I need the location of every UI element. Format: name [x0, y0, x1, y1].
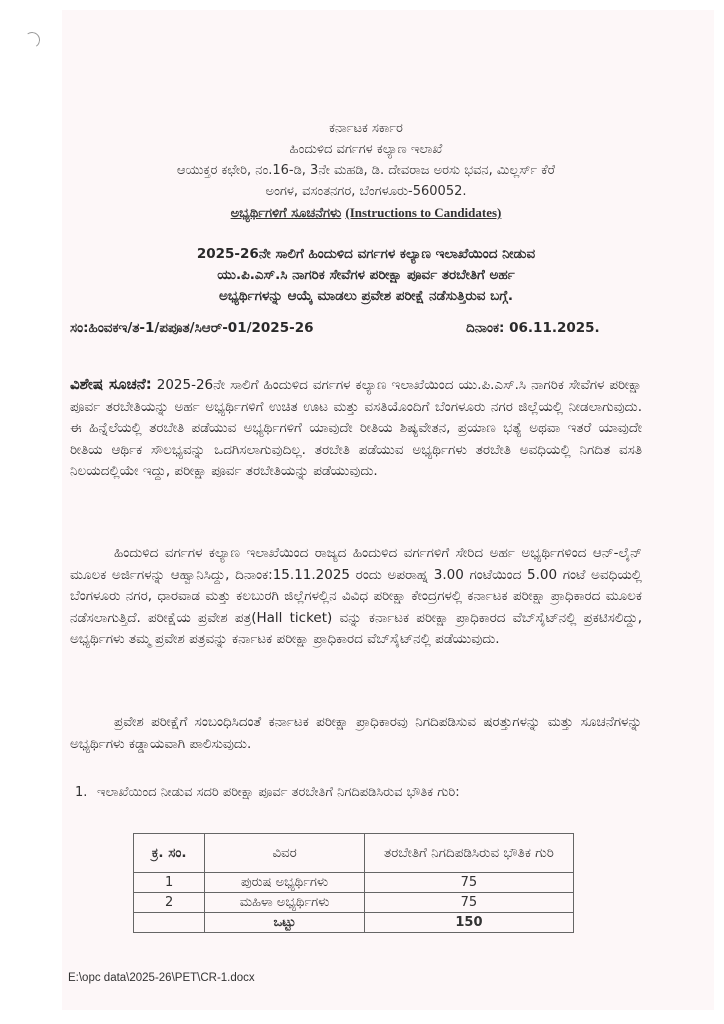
cell-total-value: 150 [364, 913, 573, 933]
instructions-heading [70, 202, 662, 224]
header-details: ವಿವರ [205, 834, 365, 873]
list-item-text: ಇಲಾಖೆಯಿಂದ ನೀಡುವ ಸದರಿ ಪರೀಕ್ಷಾ ಪೂರ್ವ ತರಬೇತಿಗೆ ನಿಗದಿಪಡಿಸಿರುವ ಭೌತಿಕ ಗುರಿ: [97, 785, 460, 800]
physical-target-table [133, 833, 574, 933]
header-physical-target: ತರಬೇತಿಗೆ ನಿಗದಿಪಡಿಸಿರುವ ಭೌತಿಕ ಗುರಿ [364, 834, 573, 873]
subject-block [70, 244, 662, 307]
header-serial-no: ಕ್ರ. ಸಂ. [134, 834, 205, 873]
special-note-text: 2025-26ನೇ ಸಾಲಿಗೆ ಹಿಂದುಳಿದ ವರ್ಗಗಳ ಕಲ್ಯಾಣ ಇಲಾಖೆಯಿಂದ ಯು.ಪಿ.ಎಸ್.ಸಿ ನಾಗರಿಕ ಸೇವೆಗಳ ಪರೀಕ್ಷಾ ಪೂರ್ವ ತರಬೇತಿಯನ್ನು ಅರ್ಹ ಅಭ್ಯರ್ಥಿಗಳಿಗೆ ಉಚಿತ ಊಟ ಮತ್ತು ವಸತಿಯೊಂದಿಗೆ ಬೆಂಗಳೂರು ನಗರ ಜಿಲ್ಲೆಯಲ್ಲಿ ನೀಡಲಾಗುವುದು. ಈ ಹಿನ್ನೆಲೆಯಲ್ಲಿ ತರಬೇತಿ ಪಡೆಯುವ ಅಭ್ಯರ್ಥಿಗಳಿಗೆ ಯಾವುದೇ ರೀತಿಯ ಶಿಷ್ಯವೇತನ, ಪ್ರಯಾಣ ಭತ್ಯೆ ಅಥವಾ ಇತರೆ ಯಾವುದೇ ರೀತಿಯ ಆರ್ಥಿಕ ಸೌಲಭ್ಯವನ್ನು ಒದಗಿಸಲಾಗುವುದಿಲ್ಲ. ತರಬೇತಿ ಪಡೆಯುವ ಅಭ್ಯರ್ಥಿಗಳು ತರಬೇತಿ ಅವಧಿಯಲ್ಲಿ ನಿಗದಿತ ವಸತಿ ನಿಲಯದಲ್ಲಿಯೇ ಇದ್ದು, ಪರೀಕ್ಷಾ ಪೂರ್ವ ತರಬೇತಿಯನ್ನು ಪಡೆಯುವುದು. [70, 377, 642, 479]
reference-number: ಸಂ:ಹಿಂವಕಇ/ತ-1/ಪಪೂತ/ಸಿಆರ್-01/2025-26 [70, 320, 314, 336]
reference-date: ದಿನಾಂಕ: 06.11.2025. [466, 320, 600, 336]
list-item-number: 1. [75, 785, 88, 800]
special-note-paragraph [70, 374, 642, 483]
special-note-label: ವಿಶೇಷ ಸೂಚನೆ: [70, 375, 152, 393]
table-row [134, 893, 574, 913]
cell-serial-no: 2 [134, 893, 205, 913]
department-name: ಹಿಂದುಳಿದ ವರ್ಗಗಳ ಕಲ್ಯಾಣ ಇಲಾಖೆ [289, 142, 443, 157]
cell-total-label: ಒಟ್ಟು [205, 913, 365, 933]
exam-details-text: ಹಿಂದುಳಿದ ವರ್ಗಗಳ ಕಲ್ಯಾಣ ಇಲಾಖೆಯಿಂದ ರಾಜ್ಯದ ಹಿಂದುಳಿದ ವರ್ಗಗಳಿಗೆ ಸೇರಿದ ಅರ್ಹ ಅಭ್ಯರ್ಥಿಗಳಿಂದ ಆನ್-ಲೈನ್ ಮೂಲಕ ಅರ್ಜಿಗಳನ್ನು ಆಹ್ವಾನಿಸಿದ್ದು, ದಿನಾಂಕ:15.11.2025 ರಂದು ಅಪರಾಹ್ನ 3.00 ಗಂಟೆಯಿಂದ 5.00 ಗಂಟೆ ಅವಧಿಯಲ್ಲಿ ಬೆಂಗಳೂರು ನಗರ, ಧಾರವಾಡ ಮತ್ತು ಕಲಬುರಗಿ ಜಿಲ್ಲೆಗಳಲ್ಲಿನ ವಿವಿಧ ಪರೀಕ್ಷಾ ಕೇಂದ್ರಗಳಲ್ಲಿ ಕರ್ನಾಟಕ ಪರೀಕ್ಷಾ ಪ್ರಾಧಿಕಾರದ ಮೂಲಕ ನಡೆಸಲಾಗುತ್ತಿದೆ. ಪರೀಕ್ಷೆಯ ಪ್ರವೇಶ ಪತ್ರ(Hall ticket) ವನ್ನು ಕರ್ನಾಟಕ ಪರೀಕ್ಷಾ ಪ್ರಾಧಿಕಾರದ ವೆಬ್‌ಸೈಟ್‌ನಲ್ಲಿ ಪ್ರಕಟಿಸಲಿದ್ದು, ಅಭ್ಯರ್ಥಿಗಳು ತಮ್ಮ ಪ್ರವೇಶ ಪತ್ರವನ್ನು ಕರ್ನಾಟಕ ಪರೀಕ್ಷಾ ಪ್ರಾಧಿಕಾರದ ವೆಬ್‌ಸೈಟ್‌ನಲ್ಲಿ ಪಡೆಯುವುದು. [70, 545, 642, 647]
instructions-title-kannada: ಅಭ್ಯರ್ಥಿಗಳಿಗೆ ಸೂಚನೆಗಳು [230, 206, 342, 221]
exam-details-paragraph [70, 543, 642, 651]
subject-line-3: ಅಭ್ಯರ್ಥಿಗಳನ್ನು ಆಯ್ಕೆ ಮಾಡಲು ಪ್ರವೇಶ ಪರೀಕ್ಷೆ ನಡೆಸುತ್ತಿರುವ ಬಗ್ಗೆ. [218, 288, 514, 304]
cell-total-empty [134, 913, 205, 933]
office-address-line2: ಅಂಗಳ, ವಸಂತನಗರ, ಬೆಂಗಳೂರು-560052. [265, 184, 467, 199]
cell-target: 75 [364, 893, 573, 913]
table-total-row [134, 913, 574, 933]
subject-line-1: 2025-26ನೇ ಸಾಲಿಗೆ ಹಿಂದುಳಿದ ವರ್ಗಗಳ ಕಲ್ಯಾಣ ಇಲಾಖೆಯಿಂದ ನೀಡುವ [196, 246, 536, 262]
scan-artifact-mark [23, 31, 42, 50]
reference-row [70, 320, 662, 342]
cell-details: ಮಹಿಳಾ ಅಭ್ಯರ್ಥಿಗಳು [205, 893, 365, 913]
office-address-line1: ಆಯುಕ್ತರ ಕಛೇರಿ, ನಂ.16-ಡಿ, 3ನೇ ಮಹಡಿ, ಡಿ. ದೇವರಾಜ ಅರಸು ಭವನ, ಮಿಲ್ಲರ್ಸ್ ಕೆರೆ [176, 163, 556, 178]
instructions-title-english: (Instructions to Candidates) [345, 205, 502, 220]
cell-target: 75 [364, 873, 573, 893]
compliance-paragraph [70, 712, 642, 755]
cell-details: ಪುರುಷ ಅಭ್ಯರ್ಥಿಗಳು [205, 873, 365, 893]
footer-file-path: E:\opc data\2025-26\PET\CR-1.docx [68, 972, 255, 984]
government-name: ಕರ್ನಾಟಕ ಸರ್ಕಾರ [329, 121, 403, 136]
table-header-row [134, 834, 574, 873]
table-row [134, 873, 574, 893]
subject-line-2: ಯು.ಪಿ.ಎಸ್.ಸಿ ನಾಗರಿಕ ಸೇವೆಗಳ ಪರೀಕ್ಷಾ ಪೂರ್ವ ತರಬೇತಿಗೆ ಅರ್ಹ [217, 267, 515, 283]
compliance-text: ಪ್ರವೇಶ ಪರೀಕ್ಷೆಗೆ ಸಂಬಂಧಿಸಿದಂತೆ ಕರ್ನಾಟಕ ಪರೀಕ್ಷಾ ಪ್ರಾಧಿಕಾರವು ನಿಗದಿಪಡಿಸುವ ಷರತ್ತುಗಳನ್ನು ಮತ್ತು ಸೂಚನೆಗಳನ್ನು ಅಭ್ಯರ್ಥಿಗಳು ಕಡ್ಡಾಯವಾಗಿ ಪಾಲಿಸುವುದು. [70, 714, 642, 752]
letterhead [70, 118, 662, 224]
cell-serial-no: 1 [134, 873, 205, 893]
